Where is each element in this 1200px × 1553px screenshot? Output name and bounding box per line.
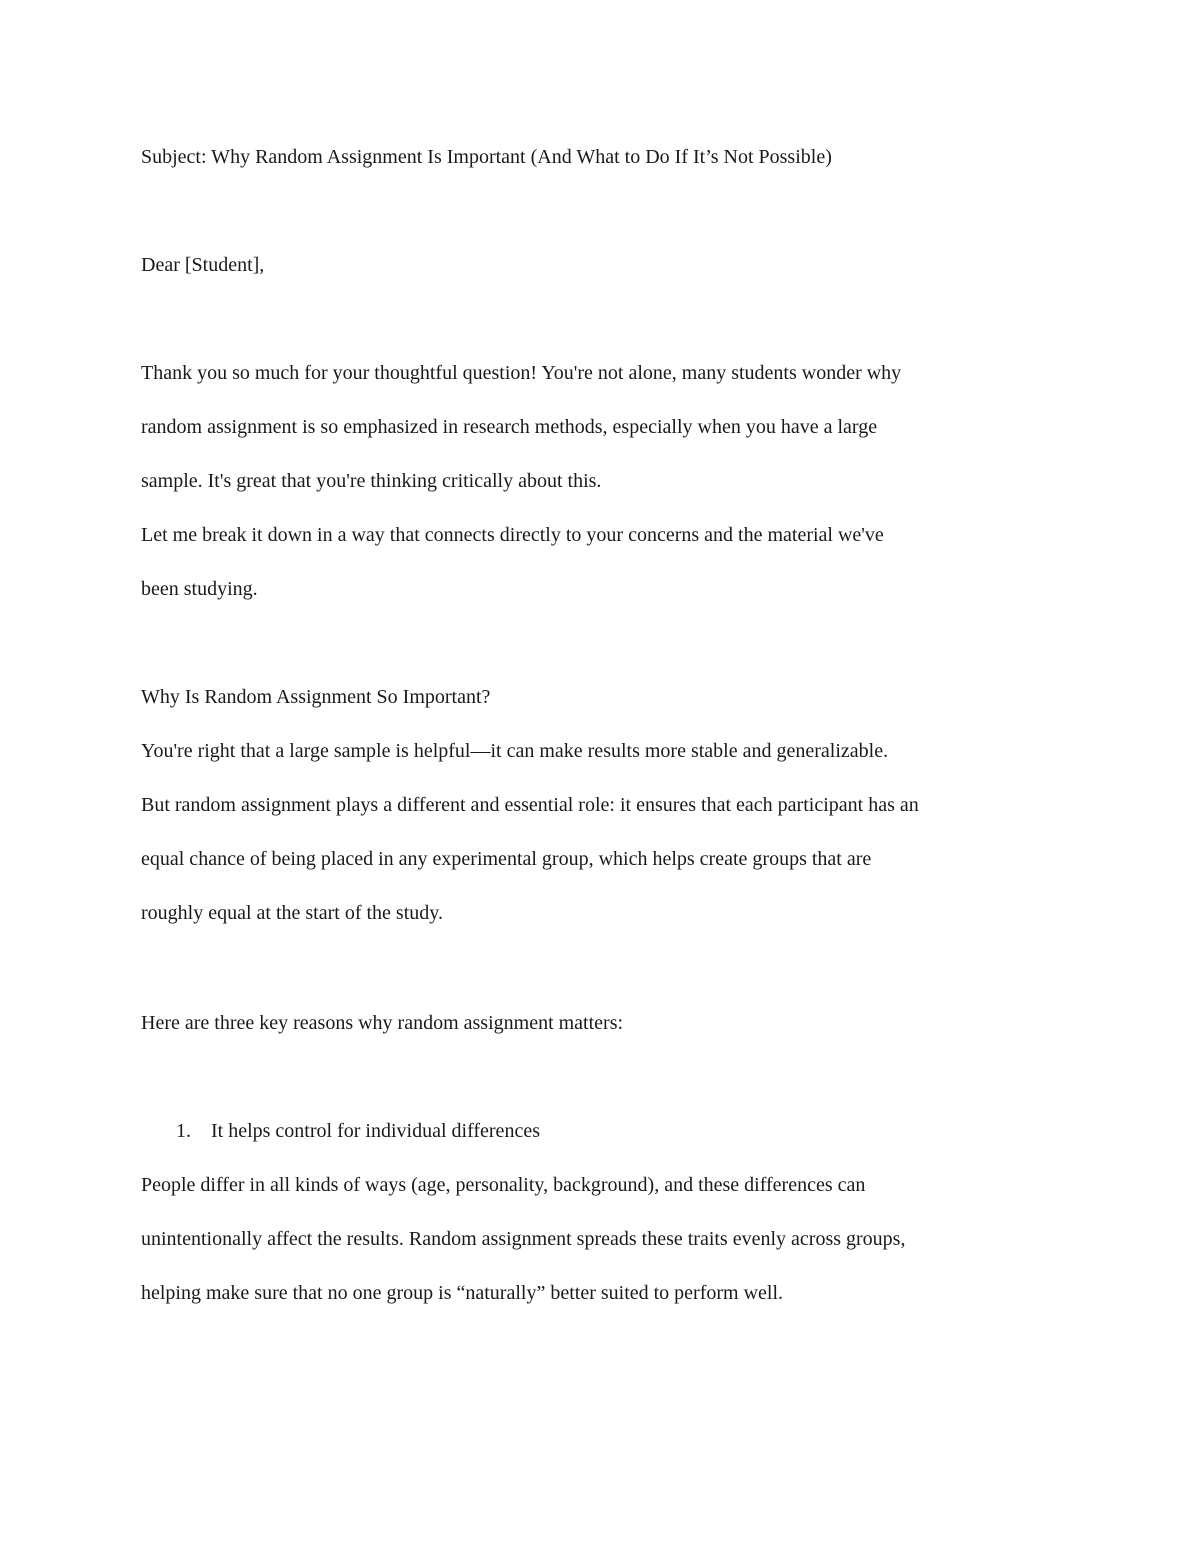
intro-line: Let me break it down in a way that connects directly to your concerns and the material we've bbox=[141, 524, 884, 546]
reason-1-line: unintentionally affect the results. Random assignment spreads these traits evenly across groups, bbox=[141, 1228, 906, 1250]
intro-line: been studying. bbox=[141, 578, 258, 600]
intro-line: random assignment is so emphasized in research methods, especially when you have a large bbox=[141, 416, 878, 438]
intro-line: sample. It's great that you're thinking critically about this. bbox=[141, 470, 602, 492]
section-body-line: You're right that a large sample is helpful—it can make results more stable and generalizable. bbox=[141, 740, 889, 762]
list-item-number: 1. bbox=[176, 1120, 191, 1142]
salutation: Dear [Student], bbox=[141, 254, 265, 276]
reason-1-line: helping make sure that no one group is “naturally” better suited to perform well. bbox=[141, 1282, 784, 1304]
section-body-line: equal chance of being placed in any experimental group, which helps create groups that are bbox=[141, 848, 872, 870]
section-heading: Why Is Random Assignment So Important? bbox=[141, 686, 491, 708]
reason-1-line: People differ in all kinds of ways (age, personality, background), and these differences can bbox=[141, 1174, 866, 1196]
subject-line: Subject: Why Random Assignment Is Important (And What to Do If It’s Not Possible) bbox=[141, 146, 832, 168]
section-body-line: roughly equal at the start of the study. bbox=[141, 902, 443, 924]
reasons-intro: Here are three key reasons why random assignment matters: bbox=[141, 1012, 624, 1034]
list-item-title: It helps control for individual differences bbox=[211, 1120, 540, 1142]
section-body-line: But random assignment plays a different and essential role: it ensures that each participant has an bbox=[141, 794, 919, 816]
intro-line: Thank you so much for your thoughtful question! You're not alone, many students wonder why bbox=[141, 362, 902, 384]
